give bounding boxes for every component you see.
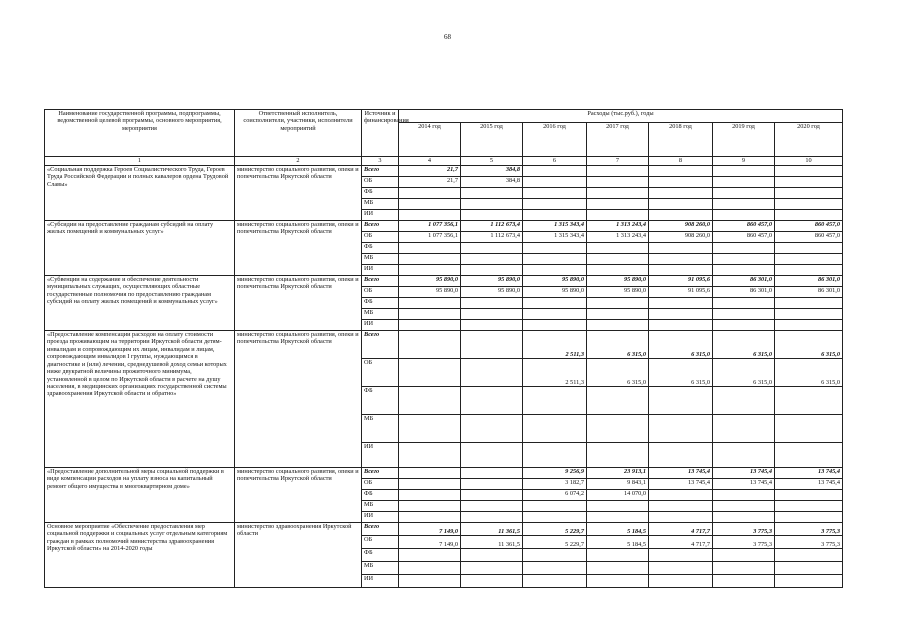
amount-cell: 9 843,1 bbox=[587, 479, 649, 490]
header-year: 2014 год bbox=[399, 123, 461, 157]
header-name: Наименование государственной программы, подпрограммы, ведомственной целевой программы, основного мероприятия, мероприятия bbox=[45, 110, 235, 157]
amount-cell: 860 457,0 bbox=[775, 221, 843, 232]
amount-cell: 2 511,3 bbox=[523, 331, 587, 359]
amount-cell: 21,7 bbox=[399, 166, 461, 177]
amount-cell: 11 361,5 bbox=[461, 536, 523, 549]
source-label: ОБ bbox=[362, 177, 399, 188]
amount-cell bbox=[775, 177, 843, 188]
amount-cell: 5 184,5 bbox=[587, 523, 649, 536]
amount-cell: 95 890,0 bbox=[399, 287, 461, 298]
amount-cell: 5 229,7 bbox=[523, 536, 587, 549]
column-number: 9 bbox=[713, 157, 775, 166]
amount-cell bbox=[523, 166, 587, 177]
amount-cell: 6 315,0 bbox=[713, 331, 775, 359]
amount-cell: 384,8 bbox=[461, 166, 523, 177]
budget-table bbox=[44, 109, 843, 588]
column-number: 3 bbox=[362, 157, 399, 166]
amount-cell: 1 112 673,4 bbox=[461, 221, 523, 232]
amount-cell: 3 775,3 bbox=[775, 523, 843, 536]
responsible-executor: министерство здравоохранения Иркутской области bbox=[235, 523, 362, 588]
amount-cell: 3 775,3 bbox=[713, 523, 775, 536]
source-label: ОБ bbox=[362, 232, 399, 243]
source-label: ИИ bbox=[362, 443, 399, 468]
amount-cell bbox=[523, 177, 587, 188]
source-label: МБ bbox=[362, 199, 399, 210]
amount-cell: 95 890,0 bbox=[523, 276, 587, 287]
header-responsible: Ответственный исполнитель, соисполнители, участники, исполнители мероприятий bbox=[235, 110, 362, 157]
amount-cell bbox=[713, 166, 775, 177]
header-year: 2018 год bbox=[649, 123, 713, 157]
program-name: «Социальная поддержка Героев Социалистического Труда, Героев Труда Российской Федерации и полных кавалеров ордена Трудовой Славы» bbox=[45, 166, 235, 221]
amount-cell bbox=[399, 331, 461, 359]
amount-cell bbox=[399, 468, 461, 479]
amount-cell: 3 182,7 bbox=[523, 479, 587, 490]
program-name: «Субвенции на содержание и обеспечение деятельности муниципальных служащих, осуществляющих областные государственные полномочия по предоставлению гражданам субсидий на оплату жилых помещений и коммунальных услуг» bbox=[45, 276, 235, 331]
amount-cell: 5 229,7 bbox=[523, 523, 587, 536]
responsible-executor: министерство социального развития, опеки и попечительства Иркутской области bbox=[235, 468, 362, 523]
amount-cell: 6 315,0 bbox=[587, 331, 649, 359]
amount-cell: 908 260,0 bbox=[649, 221, 713, 232]
amount-cell: 95 890,0 bbox=[461, 276, 523, 287]
amount-cell: 6 315,0 bbox=[713, 359, 775, 387]
amount-cell: 7 149,0 bbox=[399, 536, 461, 549]
amount-cell: 86 301,0 bbox=[713, 287, 775, 298]
amount-cell: 95 890,0 bbox=[399, 276, 461, 287]
amount-cell: 86 301,0 bbox=[713, 276, 775, 287]
amount-cell: 86 301,0 bbox=[775, 287, 843, 298]
amount-cell: 860 457,0 bbox=[713, 221, 775, 232]
source-label: Всего bbox=[362, 331, 399, 359]
source-label: ФБ bbox=[362, 243, 399, 254]
amount-cell bbox=[713, 490, 775, 501]
source-label: ФБ bbox=[362, 490, 399, 501]
amount-cell: 5 184,5 bbox=[587, 536, 649, 549]
amount-cell bbox=[461, 479, 523, 490]
amount-cell: 3 775,3 bbox=[775, 536, 843, 549]
source-label: ИИ bbox=[362, 512, 399, 523]
source-label: ФБ bbox=[362, 387, 399, 415]
amount-cell: 1 313 243,4 bbox=[587, 232, 649, 243]
amount-cell: 4 717,7 bbox=[649, 523, 713, 536]
source-label: Всего bbox=[362, 523, 399, 536]
amount-cell bbox=[587, 166, 649, 177]
amount-cell: 11 361,5 bbox=[461, 523, 523, 536]
amount-cell: 13 745,4 bbox=[713, 479, 775, 490]
header-year: 2019 год bbox=[713, 123, 775, 157]
amount-cell: 13 745,4 bbox=[649, 468, 713, 479]
amount-cell: 1 077 356,1 bbox=[399, 232, 461, 243]
amount-cell: 6 315,0 bbox=[649, 331, 713, 359]
amount-cell: 86 301,0 bbox=[775, 276, 843, 287]
amount-cell: 860 457,0 bbox=[775, 232, 843, 243]
amount-cell bbox=[399, 359, 461, 387]
amount-cell: 7 149,0 bbox=[399, 523, 461, 536]
header-expenses: Расходы (тыс.руб.), годы bbox=[399, 110, 843, 123]
column-number: 7 bbox=[587, 157, 649, 166]
source-label: МБ bbox=[362, 415, 399, 443]
column-number: 4 bbox=[399, 157, 461, 166]
source-label: ОБ bbox=[362, 479, 399, 490]
amount-cell: 1 315 343,4 bbox=[523, 232, 587, 243]
amount-cell: 95 890,0 bbox=[587, 287, 649, 298]
source-label: МБ bbox=[362, 309, 399, 320]
column-number: 1 bbox=[45, 157, 235, 166]
page-number: 68 bbox=[444, 33, 451, 41]
amount-cell: 4 717,7 bbox=[649, 536, 713, 549]
program-name: Основное мероприятие «Обеспечение предоставления мер социальной поддержки и социальных услуг отдельным категориям граждан в рамках полномочий министерства здравоохранения Иркутской области» на 2014-2020 годы bbox=[45, 523, 235, 588]
amount-cell bbox=[461, 468, 523, 479]
column-number: 8 bbox=[649, 157, 713, 166]
column-number: 2 bbox=[235, 157, 362, 166]
amount-cell bbox=[775, 166, 843, 177]
header-source: Источник и финансирования bbox=[362, 110, 399, 157]
amount-cell: 14 070,0 bbox=[587, 490, 649, 501]
amount-cell: 13 745,4 bbox=[713, 468, 775, 479]
amount-cell: 13 745,4 bbox=[649, 479, 713, 490]
amount-cell: 6 074,2 bbox=[523, 490, 587, 501]
amount-cell: 1 112 673,4 bbox=[461, 232, 523, 243]
header-year: 2017 год bbox=[587, 123, 649, 157]
program-name: «Предоставление компенсации расходов на оплату стоимости проезда проживающим на территории Иркутской области детям-инвалидам и сопровождающим их лицам, инвалидам и лицам, сопровождающим инвалидов I группы, нуждающимся в диагностике и (или) лечении, среднедушевой доход семьи которых ниже двукратной величины прожиточного минимума, установленной в целом по Иркутской области в расчете на душу населения, в медицинских организациях государственной системы здравоохранения Иркутской области и обратно» bbox=[45, 331, 235, 468]
amount-cell bbox=[461, 490, 523, 501]
amount-cell: 908 260,0 bbox=[649, 232, 713, 243]
amount-cell: 21,7 bbox=[399, 177, 461, 188]
amount-cell: 2 511,3 bbox=[523, 359, 587, 387]
amount-cell: 95 890,0 bbox=[587, 276, 649, 287]
source-label: ОБ bbox=[362, 287, 399, 298]
source-label: ИИ bbox=[362, 265, 399, 276]
amount-cell: 91 095,6 bbox=[649, 276, 713, 287]
amount-cell: 6 315,0 bbox=[587, 359, 649, 387]
amount-cell: 1 077 356,1 bbox=[399, 221, 461, 232]
source-label: МБ bbox=[362, 501, 399, 512]
amount-cell: 860 457,0 bbox=[713, 232, 775, 243]
amount-cell: 6 315,0 bbox=[649, 359, 713, 387]
source-label: МБ bbox=[362, 562, 399, 575]
header-year: 2015 год bbox=[461, 123, 523, 157]
amount-cell: 1 315 343,4 bbox=[523, 221, 587, 232]
source-label: Всего bbox=[362, 166, 399, 177]
amount-cell bbox=[461, 331, 523, 359]
responsible-executor: министерство социального развития, опеки и попечительства Иркутской области bbox=[235, 221, 362, 276]
amount-cell bbox=[649, 166, 713, 177]
source-label: ОБ bbox=[362, 359, 399, 387]
amount-cell bbox=[461, 359, 523, 387]
column-number: 10 bbox=[775, 157, 843, 166]
source-label: ФБ bbox=[362, 188, 399, 199]
column-number: 6 bbox=[523, 157, 587, 166]
source-label: МБ bbox=[362, 254, 399, 265]
responsible-executor: министерство социального развития, опеки и попечительства Иркутской области bbox=[235, 276, 362, 331]
header-year: 2016 год bbox=[523, 123, 587, 157]
amount-cell: 13 745,4 bbox=[775, 468, 843, 479]
responsible-executor: министерство социального развития, опеки и попечительства Иркутской области bbox=[235, 331, 362, 468]
amount-cell: 95 890,0 bbox=[523, 287, 587, 298]
program-name: «Субсидии на предоставление гражданам субсидий на оплату жилых помещений и коммунальных услуг» bbox=[45, 221, 235, 276]
source-label: ИИ bbox=[362, 320, 399, 331]
amount-cell bbox=[775, 490, 843, 501]
header-year: 2020 год bbox=[775, 123, 843, 157]
amount-cell: 6 315,0 bbox=[775, 359, 843, 387]
amount-cell bbox=[713, 177, 775, 188]
amount-cell: 9 256,9 bbox=[523, 468, 587, 479]
amount-cell: 384,8 bbox=[461, 177, 523, 188]
amount-cell bbox=[399, 479, 461, 490]
amount-cell: 95 890,0 bbox=[461, 287, 523, 298]
amount-cell: 3 775,3 bbox=[713, 536, 775, 549]
source-label: ИИ bbox=[362, 575, 399, 588]
amount-cell: 1 313 243,4 bbox=[587, 221, 649, 232]
program-name: «Предоставление дополнительной меры социальной поддержки в виде компенсации расходов на уплату взноса на капитальный ремонт общего имущества в многоквартирном доме» bbox=[45, 468, 235, 523]
amount-cell: 23 913,1 bbox=[587, 468, 649, 479]
amount-cell: 91 095,6 bbox=[649, 287, 713, 298]
amount-cell: 13 745,4 bbox=[775, 479, 843, 490]
source-label: ФБ bbox=[362, 298, 399, 309]
amount-cell bbox=[399, 490, 461, 501]
amount-cell: 6 315,0 bbox=[775, 331, 843, 359]
source-label: ФБ bbox=[362, 549, 399, 562]
column-number: 5 bbox=[461, 157, 523, 166]
source-label: Всего bbox=[362, 221, 399, 232]
amount-cell bbox=[649, 490, 713, 501]
responsible-executor: министерство социального развития, опеки и попечительства Иркутской области bbox=[235, 166, 362, 221]
source-label: ИИ bbox=[362, 210, 399, 221]
amount-cell bbox=[587, 177, 649, 188]
source-label: Всего bbox=[362, 468, 399, 479]
source-label: Всего bbox=[362, 276, 399, 287]
amount-cell bbox=[649, 177, 713, 188]
source-label: ОБ bbox=[362, 536, 399, 549]
